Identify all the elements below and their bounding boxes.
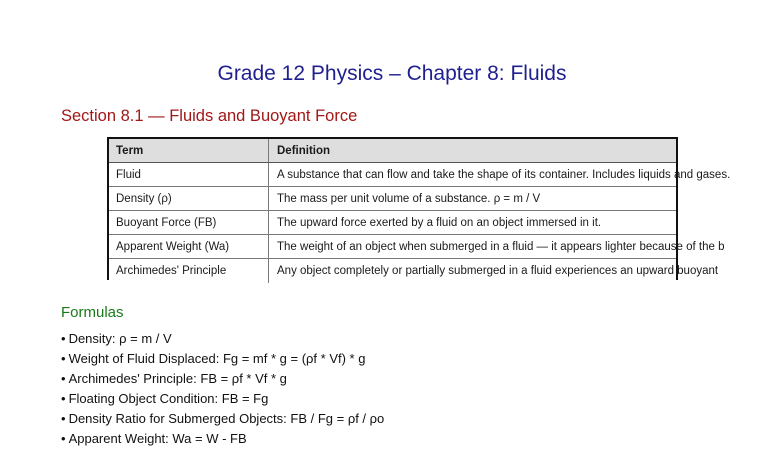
- definition-cell: A substance that can flow and take the shape of its container. Includes liquids and gases.: [277, 168, 731, 181]
- definition-cell: The upward force exerted by a fluid on an object immersed in it.: [277, 216, 602, 229]
- table-row: [109, 259, 719, 283]
- formula-list: [61, 329, 384, 449]
- bullet: •: [61, 351, 66, 366]
- bullet: •: [61, 431, 66, 446]
- table-header-definition: Definition: [277, 144, 331, 157]
- section-title: Section 8.1 — Fluids and Buoyant Force: [61, 107, 358, 125]
- formula-text: Density Ratio for Submerged Objects: FB / Fg = ρf / ρo: [68, 411, 385, 426]
- formula-text: Density: ρ = m / V: [68, 331, 172, 346]
- table-row: [109, 211, 676, 235]
- term-cell: Apparent Weight (Wa): [109, 235, 269, 258]
- bullet: •: [61, 331, 66, 346]
- term-cell: Buoyant Force (FB): [109, 211, 269, 234]
- term-cell: Fluid: [109, 163, 269, 186]
- definition-cell: Any object completely or partially submerged in a fluid experiences an upward buoyant: [277, 265, 719, 277]
- list-item: [61, 349, 384, 369]
- formula-text: Archimedes' Principle: FB = ρf * Vf * g: [68, 371, 287, 386]
- table-header-row: [109, 139, 676, 163]
- table-row: [109, 235, 725, 259]
- list-item: [61, 369, 384, 389]
- bullet: •: [61, 391, 66, 406]
- formula-text: Floating Object Condition: FB = Fg: [68, 391, 269, 406]
- formula-text: Apparent Weight: Wa = W - FB: [68, 431, 247, 446]
- table-header-term: Term: [109, 139, 269, 162]
- list-item: [61, 429, 384, 449]
- table-row: [109, 187, 676, 211]
- document-title: Grade 12 Physics – Chapter 8: Fluids: [217, 62, 567, 85]
- term-cell: Density (ρ): [109, 187, 269, 210]
- formulas-heading: Formulas: [61, 304, 124, 321]
- terms-table: [107, 137, 731, 280]
- list-item: [61, 329, 384, 349]
- list-item: [61, 389, 384, 409]
- term-cell: Archimedes' Principle: [109, 259, 269, 283]
- definition-cell: The mass per unit volume of a substance. ρ = m / V: [277, 192, 541, 205]
- bullet: •: [61, 371, 66, 386]
- bullet: •: [61, 411, 66, 426]
- definition-cell: The weight of an object when submerged in a fluid — it appears lighter because of the b: [277, 240, 725, 253]
- table-row: [109, 163, 731, 187]
- list-item: [61, 409, 384, 429]
- formula-text: Weight of Fluid Displaced: Fg = mf * g = (ρf * Vf) * g: [68, 351, 366, 366]
